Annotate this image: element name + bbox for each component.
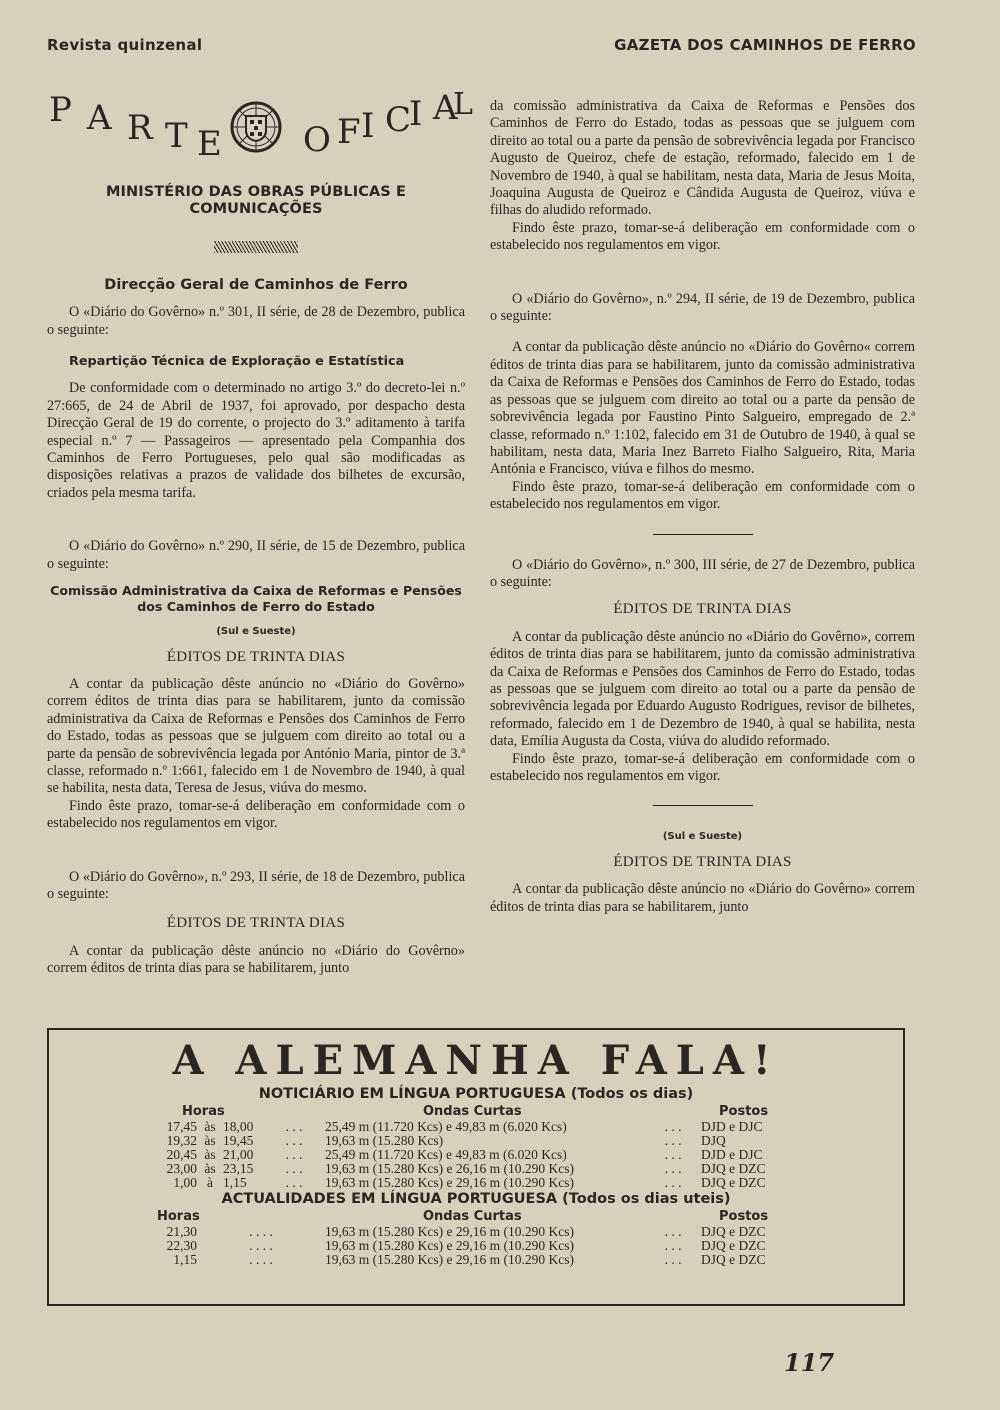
schedule-cell: DJQ e DZC [701,1224,766,1239]
title-letter: E [197,124,222,164]
schedule-table-news [159,1120,821,1190]
schedule-cell: 25,49 m (11.720 Kcs) e 49,83 m (6.020 Kcs) [325,1119,567,1134]
running-head-right: GAZETA DOS CAMINHOS DE FERRO [614,36,916,54]
notice-intro: O «Diário do Govêrno» n.º 290, II série, de 15 de Dezembro, publica o seguinte: [47,538,465,572]
schedule-cell: . . . . [249,1238,273,1253]
title-letter: I [361,106,375,146]
notice-closing: Findo êste prazo, tomar-se-á deliberação em conformidade com o estabelecido nos regulamentos em vigor. [490,750,915,784]
schedule-cell: 19,32 [166,1133,197,1148]
title-letter: T [165,116,188,156]
schedule-cell: . . . [664,1224,682,1239]
sul-sueste-label: (Sul e Sueste) [662,831,743,843]
advert-subheading: ACTUALIDADES EM LÍNGUA PORTUGUESA (Todos os dias uteis) [221,1191,731,1207]
notice-body: da comissão administrativa da Caixa de Reformas e Pensões dos Caminhos de Ferro do Estado, todas as pessoas que se julguem com direito ao total ou a parte da pensão de sobrevivência legada por Francisco Augusto de Queiroz, chefe de estação, reformado, falecido em 1 de Novembro de 1940, à qual se habilitam, nesta data, Maria de Jesus Moita, Joaquina Augusta de Queiroz e Cândida Augusta de Queiroz, viúva e filhas do aludido reformado. [490,98,915,219]
schedule-cell: 17,45 [166,1119,197,1134]
schedule-cell: 19,45 [223,1133,254,1148]
advert-subheading: NOTICIÁRIO EM LÍNGUA PORTUGUESA (Todos os dias) [258,1086,694,1102]
schedule-cell: . . . [664,1238,682,1253]
table-row [159,1134,821,1148]
notice-closing: Findo êste prazo, tomar-se-á deliberação em conformidade com o estabelecido nos regulamentos em vigor. [47,797,465,832]
hatch-ornament [214,241,298,253]
table-row [159,1120,821,1134]
notice-closing: Findo êste prazo, tomar-se-á deliberação em conformidade com o estabelecido nos regulamentos em vigor. [490,219,915,254]
schedule-cell: . . . [285,1119,303,1134]
col-header-ondas: Ondas Curtas [423,1104,522,1119]
schedule-cell: DJD e DJC [701,1147,763,1162]
table-row [159,1225,821,1239]
schedule-cell: 22,30 [166,1238,197,1253]
schedule-cell: 18,00 [223,1119,254,1134]
section-divider [653,805,753,806]
schedule-cell: 25,49 m (11.720 Kcs) e 49,83 m (6.020 Kcs) [325,1147,567,1162]
schedule-cell: às [204,1147,216,1162]
notice-body: A contar da publicação dêste anúncio no «Diário do Govêrno» correm éditos de trinta dias para se habilitarem, junto [490,881,915,915]
schedule-cell: . . . [664,1175,682,1190]
col-header-ondas: Ondas Curtas [423,1209,522,1224]
schedule-cell: 21,30 [166,1224,197,1239]
schedule-cell: 1,00 [173,1175,197,1190]
schedule-cell: 19,63 m (15.280 Kcs) e 29,16 m (10.290 Kcs) [325,1224,574,1239]
schedule-cell: DJQ e DZC [701,1238,766,1253]
running-head-left: Revista quinzenal [47,36,203,54]
sul-sueste-label: (Sul e Sueste) [216,626,296,638]
notice-body: A contar da publicação dêste anúncio no «Diário do Govêrno« correm éditos de trinta dias para se habilitarem, junto da comissão administrativa da Caixa de Reformas e Pensões dos Caminhos de Ferro do Estado, todas as pessoas que se julguem com direito ao total ou a parte da pensão de sobrevivência legada por Faustino Pinto Salgueiro, empregado de 2.ª classe, reformado n.º 1:102, falecido em 31 de Outubro de 1940, à qual se habilitam, nesta data, Maria Inez Barreto Fialho Salgueiro, Rita, Maria Antónia e Francisco, viúva e filhos do mesmo. [490,339,915,478]
schedule-cell: à [207,1175,213,1190]
schedule-cell: às [204,1133,216,1148]
schedule-cell: 21,00 [223,1147,254,1162]
notice-intro: O «Diário do Govêrno» n.º 301, II série, de 28 de Dezembro, publica o seguinte: [47,304,465,338]
schedule-cell: 19,63 m (15.280 Kcs) [325,1133,444,1148]
schedule-cell: 1,15 [173,1252,197,1267]
schedule-cell: . . . [285,1133,303,1148]
title-letter: O [303,120,331,160]
title-letter: C [385,100,412,140]
table-row [159,1162,821,1176]
col-header-postos: Postos [719,1104,769,1119]
schedule-cell: 20,45 [166,1147,197,1162]
title-letter: F [337,112,361,152]
table-row [159,1148,821,1162]
direccao-heading: Direcção Geral de Caminhos de Ferro [104,276,408,293]
notice-body: A contar da publicação dêste anúncio no «Diário do Govêrno» correm éditos de trinta dias para se habilitarem, junto da comissão administrativa da Caixa de Reformas e Pensões dos Caminhos de Ferro do Estado, todas as pessoas que se julguem com direito ao total ou a parte da pensão de sobrevivência legada por António Maria, pintor de 3.ª classe, reformado n.º 1:661, falecido em 1 de Novembro de 1940, à qual se habilita, nesta data, Teresa de Jesus, viúva do mesmo. [47,675,465,797]
schedule-cell: DJQ e DZC [701,1175,766,1190]
editos-heading: ÉDITOS DE TRINTA DIAS [613,853,792,870]
notice-intro: O «Diário do Govêrno», n.º 293, II série, de 18 de Dezembro, publica o seguinte: [47,868,465,902]
schedule-cell: 23,15 [223,1161,254,1176]
title-letter: L [453,87,473,122]
table-row [159,1176,821,1190]
schedule-cell: . . . [285,1175,303,1190]
notice-body: A contar da publicação dêste anúncio no «Diário do Govêrno», correm éditos de trinta dias para se habilitarem, junto da comissão administrativa da Caixa de Reformas e Pensões dos Caminhos de Ferro do Estado, todas as pessoas que se julguem com direito ao total ou a parte da pensão de sobrevivência legada por Eduardo Augusto Rodrigues, revisor de bilhetes, reformado, falecido em 1 de Dezembro de 1940, à qual se habilita, nesta data, Emília Augusta da Costa, viúva do aludido reformado. [490,628,915,750]
title-letter: A [433,88,458,128]
advert-box [47,1028,905,1306]
table-row [159,1253,821,1267]
coat-of-arms-icon [229,100,283,154]
schedule-cell: . . . [664,1147,682,1162]
schedule-cell: . . . [664,1252,682,1267]
schedule-cell: DJQ e DZC [701,1161,766,1176]
reparticao-heading: Repartição Técnica de Exploração e Estatística [69,354,405,370]
title-letter: P [49,90,72,130]
section-divider [653,534,753,535]
left-column [47,87,473,978]
notice-closing: Findo êste prazo, tomar-se-á deliberação em conformidade com o estabelecido nos regulamentos em vigor. [490,478,915,513]
schedule-cell: 19,63 m (15.280 Kcs) e 29,16 m (10.290 Kcs) [325,1238,574,1253]
schedule-cell: às [204,1161,216,1176]
schedule-cell: DJQ [701,1133,726,1148]
editos-heading: ÉDITOS DE TRINTA DIAS [613,601,792,618]
schedule-cell: às [204,1119,216,1134]
schedule-cell: 19,63 m (15.280 Kcs) e 29,16 m (10.290 Kcs) [325,1175,574,1190]
editos-heading: ÉDITOS DE TRINTA DIAS [166,648,346,665]
table-row [159,1239,821,1253]
schedule-cell: 1,15 [223,1175,247,1190]
page-number: 117 [784,1348,835,1377]
title-letter: I [409,94,423,134]
title-letter: R [127,108,153,148]
schedule-cell: . . . . [249,1224,273,1239]
schedule-cell: . . . [285,1147,303,1162]
col-header-postos: Postos [719,1209,769,1224]
advert-title: A ALEMANHA FALA! [172,1037,780,1084]
notice-intro: O «Diário do Govêrno», n.º 300, III série, de 27 de Dezembro, publica o seguinte: [490,556,915,590]
schedule-cell: DJQ e DZC [701,1252,766,1267]
col-header-horas: Horas [157,1209,200,1224]
comissao-heading: Comissão Administrativa da Caixa de Reformas e Pensões dos Caminhos de Ferro do Estado [50,583,462,615]
schedule-cell: . . . [664,1119,682,1134]
schedule-cell: . . . . [249,1252,273,1267]
title-letter: A [87,98,112,138]
notice-body: De conformidade com o determinado no artigo 3.º do decreto-lei n.º 27:665, de 24 de Abril de 1937, foi aprovado, por despacho desta Direcção Geral de 19 do corrente, o projecto do 3.º aditamento à tarifa especial n.º 7 — Passageiros — apresentado pela Companhia dos Caminhos de Ferro Portugueses, pelo qual são modificadas as disposições relativas a prazos de validade dos bilhetes de excursão, criados pela mesma tarifa. [47,380,465,501]
schedule-cell: 19,63 m (15.280 Kcs) e 26,16 m (10.290 Kcs) [325,1161,574,1176]
schedule-cell: . . . [664,1161,682,1176]
parte-oficial-title [47,87,473,174]
schedule-table-actualidades [159,1225,821,1267]
editos-heading: ÉDITOS DE TRINTA DIAS [166,915,346,932]
schedule-cell: 23,00 [166,1161,197,1176]
schedule-cell: DJD e DJC [701,1119,763,1134]
right-column [490,98,915,916]
ministry-heading: MINISTÉRIO DAS OBRAS PÚBLICAS E COMUNICAÇÕES [106,184,406,218]
notice-body: A contar da publicação dêste anúncio no «Diário do Govêrno» correm éditos de trinta dias para se habilitarem, junto [47,942,465,977]
schedule-cell: . . . [664,1133,682,1148]
col-header-horas: Horas [182,1104,225,1119]
schedule-cell: . . . [285,1161,303,1176]
notice-intro: O «Diário do Govêrno», n.º 294, II série, de 19 de Dezembro, publica o seguinte: [490,290,915,325]
schedule-cell: 19,63 m (15.280 Kcs) e 29,16 m (10.290 Kcs) [325,1252,574,1267]
